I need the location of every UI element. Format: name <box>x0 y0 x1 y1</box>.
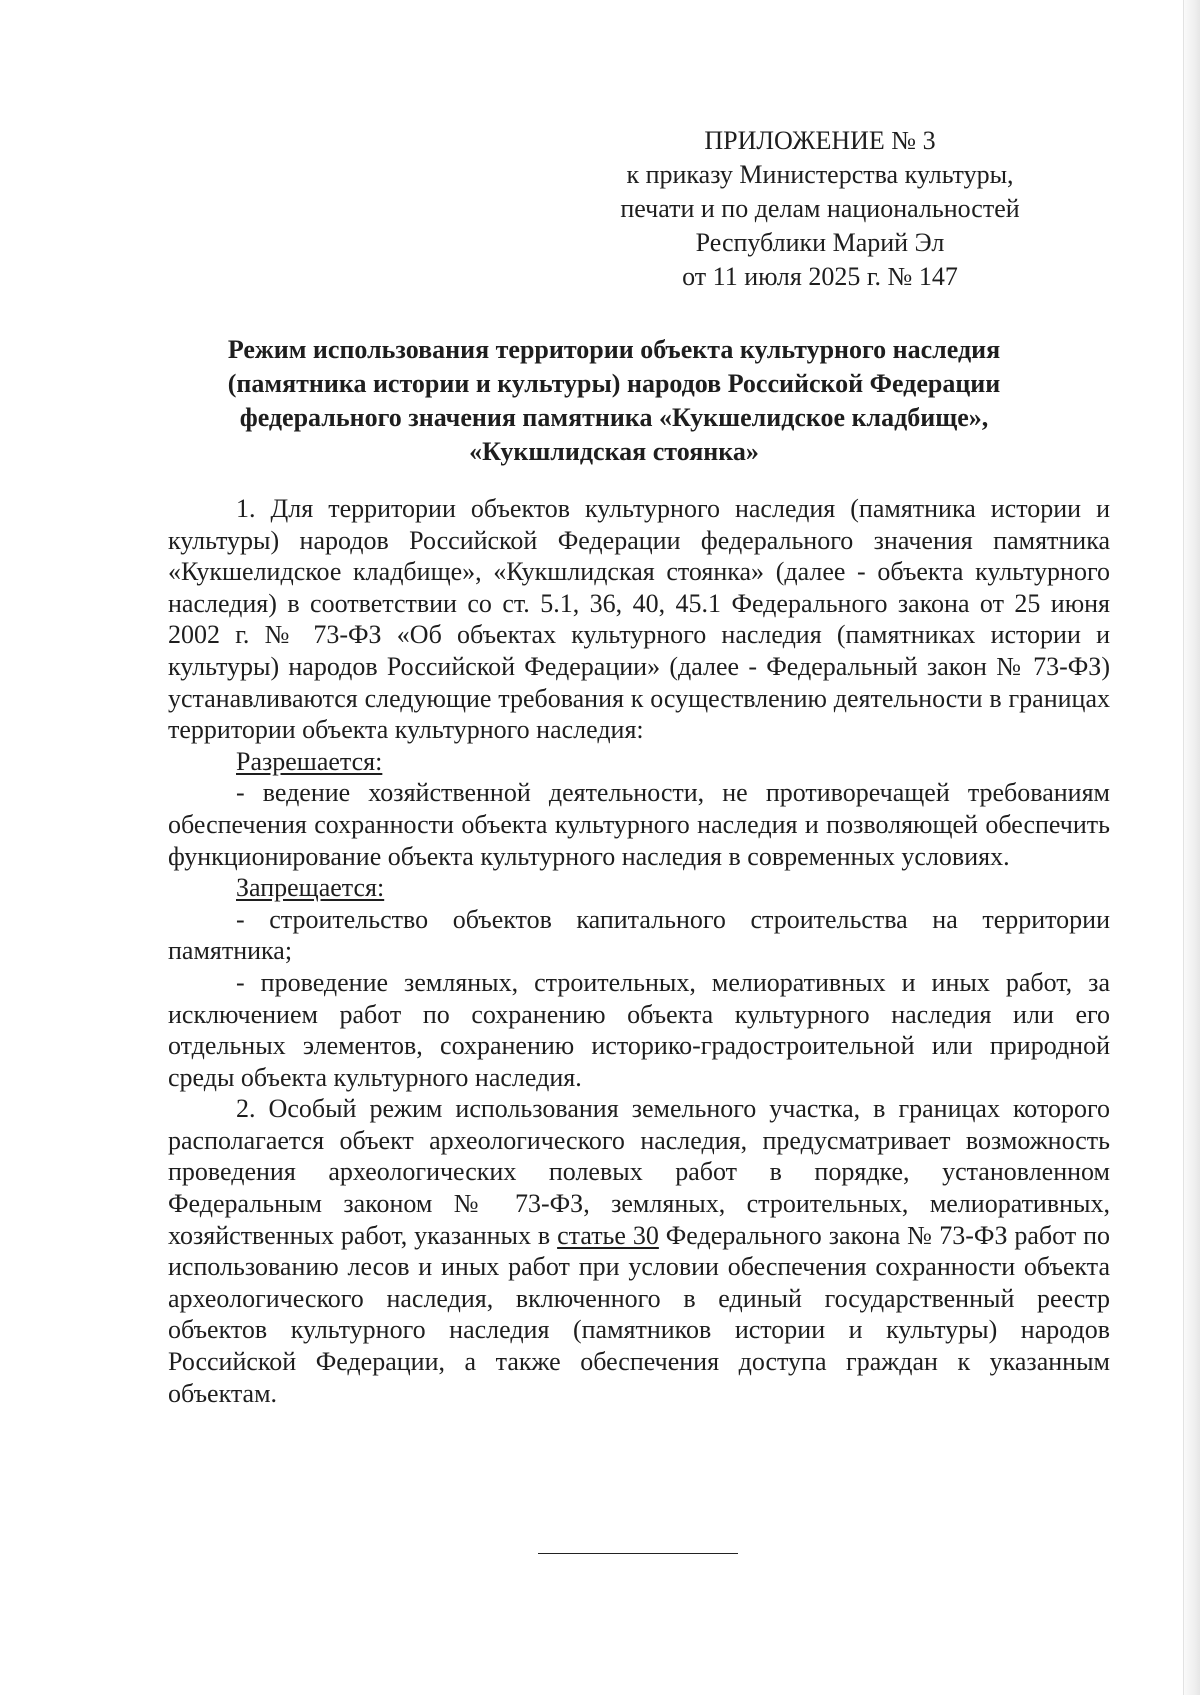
appendix-header <box>580 124 1060 294</box>
allowed-label-text: Разрешается: <box>236 746 383 776</box>
paragraph-1: 1. Для территории объектов культурного наследия (памятника истории и культуры) народов Российской Федерации федерального значения памятника «Кукшелидское кладбище», «Кукшлидская стоянка» (далее - объекта культурного наследия) в соответствии со ст. 5.1, 36, 40, 45.1 Федерального закона от 25 июня 2002 г. № 73-ФЗ «Об объектах культурного наследия (памятниках истории и культуры) народов Российской Федерации» (далее - Федеральный закон № 73-ФЗ) устанавливаются следующие требования к осуществлению деятельности в границах территории объекта культурного наследия: <box>168 494 1110 745</box>
paragraph-2-part-2: Федерального закона № 73-ФЗ работ по использованию лесов и иных работ при условии обеспечения сохранности объекта археологического наследия, включенного в единый государственный реестр объектов культурного наследия (памятников истории и культуры) народов Российской Федерации, а также обеспечения доступа граждан к указанным объектам. <box>168 1220 1110 1408</box>
paragraph-2 <box>168 1093 1110 1409</box>
forbidden-item-1: - строительство объектов капитального строительства на территории памятника; <box>168 904 1110 966</box>
forbidden-label-text: Запрещается: <box>236 873 385 903</box>
document-body <box>168 493 1110 1409</box>
title-line-1: Режим использования территории объекта культурного наследия <box>227 335 1001 364</box>
title-line-2: (памятника истории и культуры) народов Российской Федерации <box>227 369 1001 398</box>
allowed-label <box>168 746 1110 778</box>
end-separator-line <box>538 1553 738 1554</box>
title-line-3: федерального значения памятника «Кукшелидское кладбище», <box>239 403 989 432</box>
forbidden-label <box>168 872 1110 904</box>
appendix-republic: Республики Марий Эл <box>695 228 945 257</box>
appendix-ministry: печати и по делам национальностей <box>620 194 1020 223</box>
document-title <box>150 333 1078 469</box>
forbidden-item-2: - проведение земляных, строительных, мелиоративных и иных работ, за исключением работ по сохранению объекта культурного наследия или его отдельных элементов, сохранению историко-градостроительной или природной среды объекта культурного наследия. <box>168 967 1110 1092</box>
page-edge <box>1183 0 1200 1695</box>
appendix-number: ПРИЛОЖЕНИЕ № 3 <box>704 126 936 155</box>
title-line-4: «Кукшлидская стоянка» <box>469 437 759 466</box>
allowed-item-1: - ведение хозяйственной деятельности, не противоречащей требованиям обеспечения сохранности объекта культурного наследия и позволяющей обеспечить функционирование объекта культурного наследия в современных условиях. <box>168 778 1110 871</box>
paragraph-2-part-1: 2. Особый режим использования земельного участка, в границах которого располагается объект археологического наследия, предусматривает возможность проведения археологических полевых работ в порядке, установленном Федеральным законом № 73-ФЗ, земляных, строительных, мелиоративных, хозяйственных работ, указанных в <box>168 1094 1110 1250</box>
article-30-link[interactable]: статье 30 <box>557 1220 659 1250</box>
appendix-date: от 11 июля 2025 г. № 147 <box>682 262 958 291</box>
appendix-order-ref: к приказу Министерства культуры, <box>626 160 1014 189</box>
